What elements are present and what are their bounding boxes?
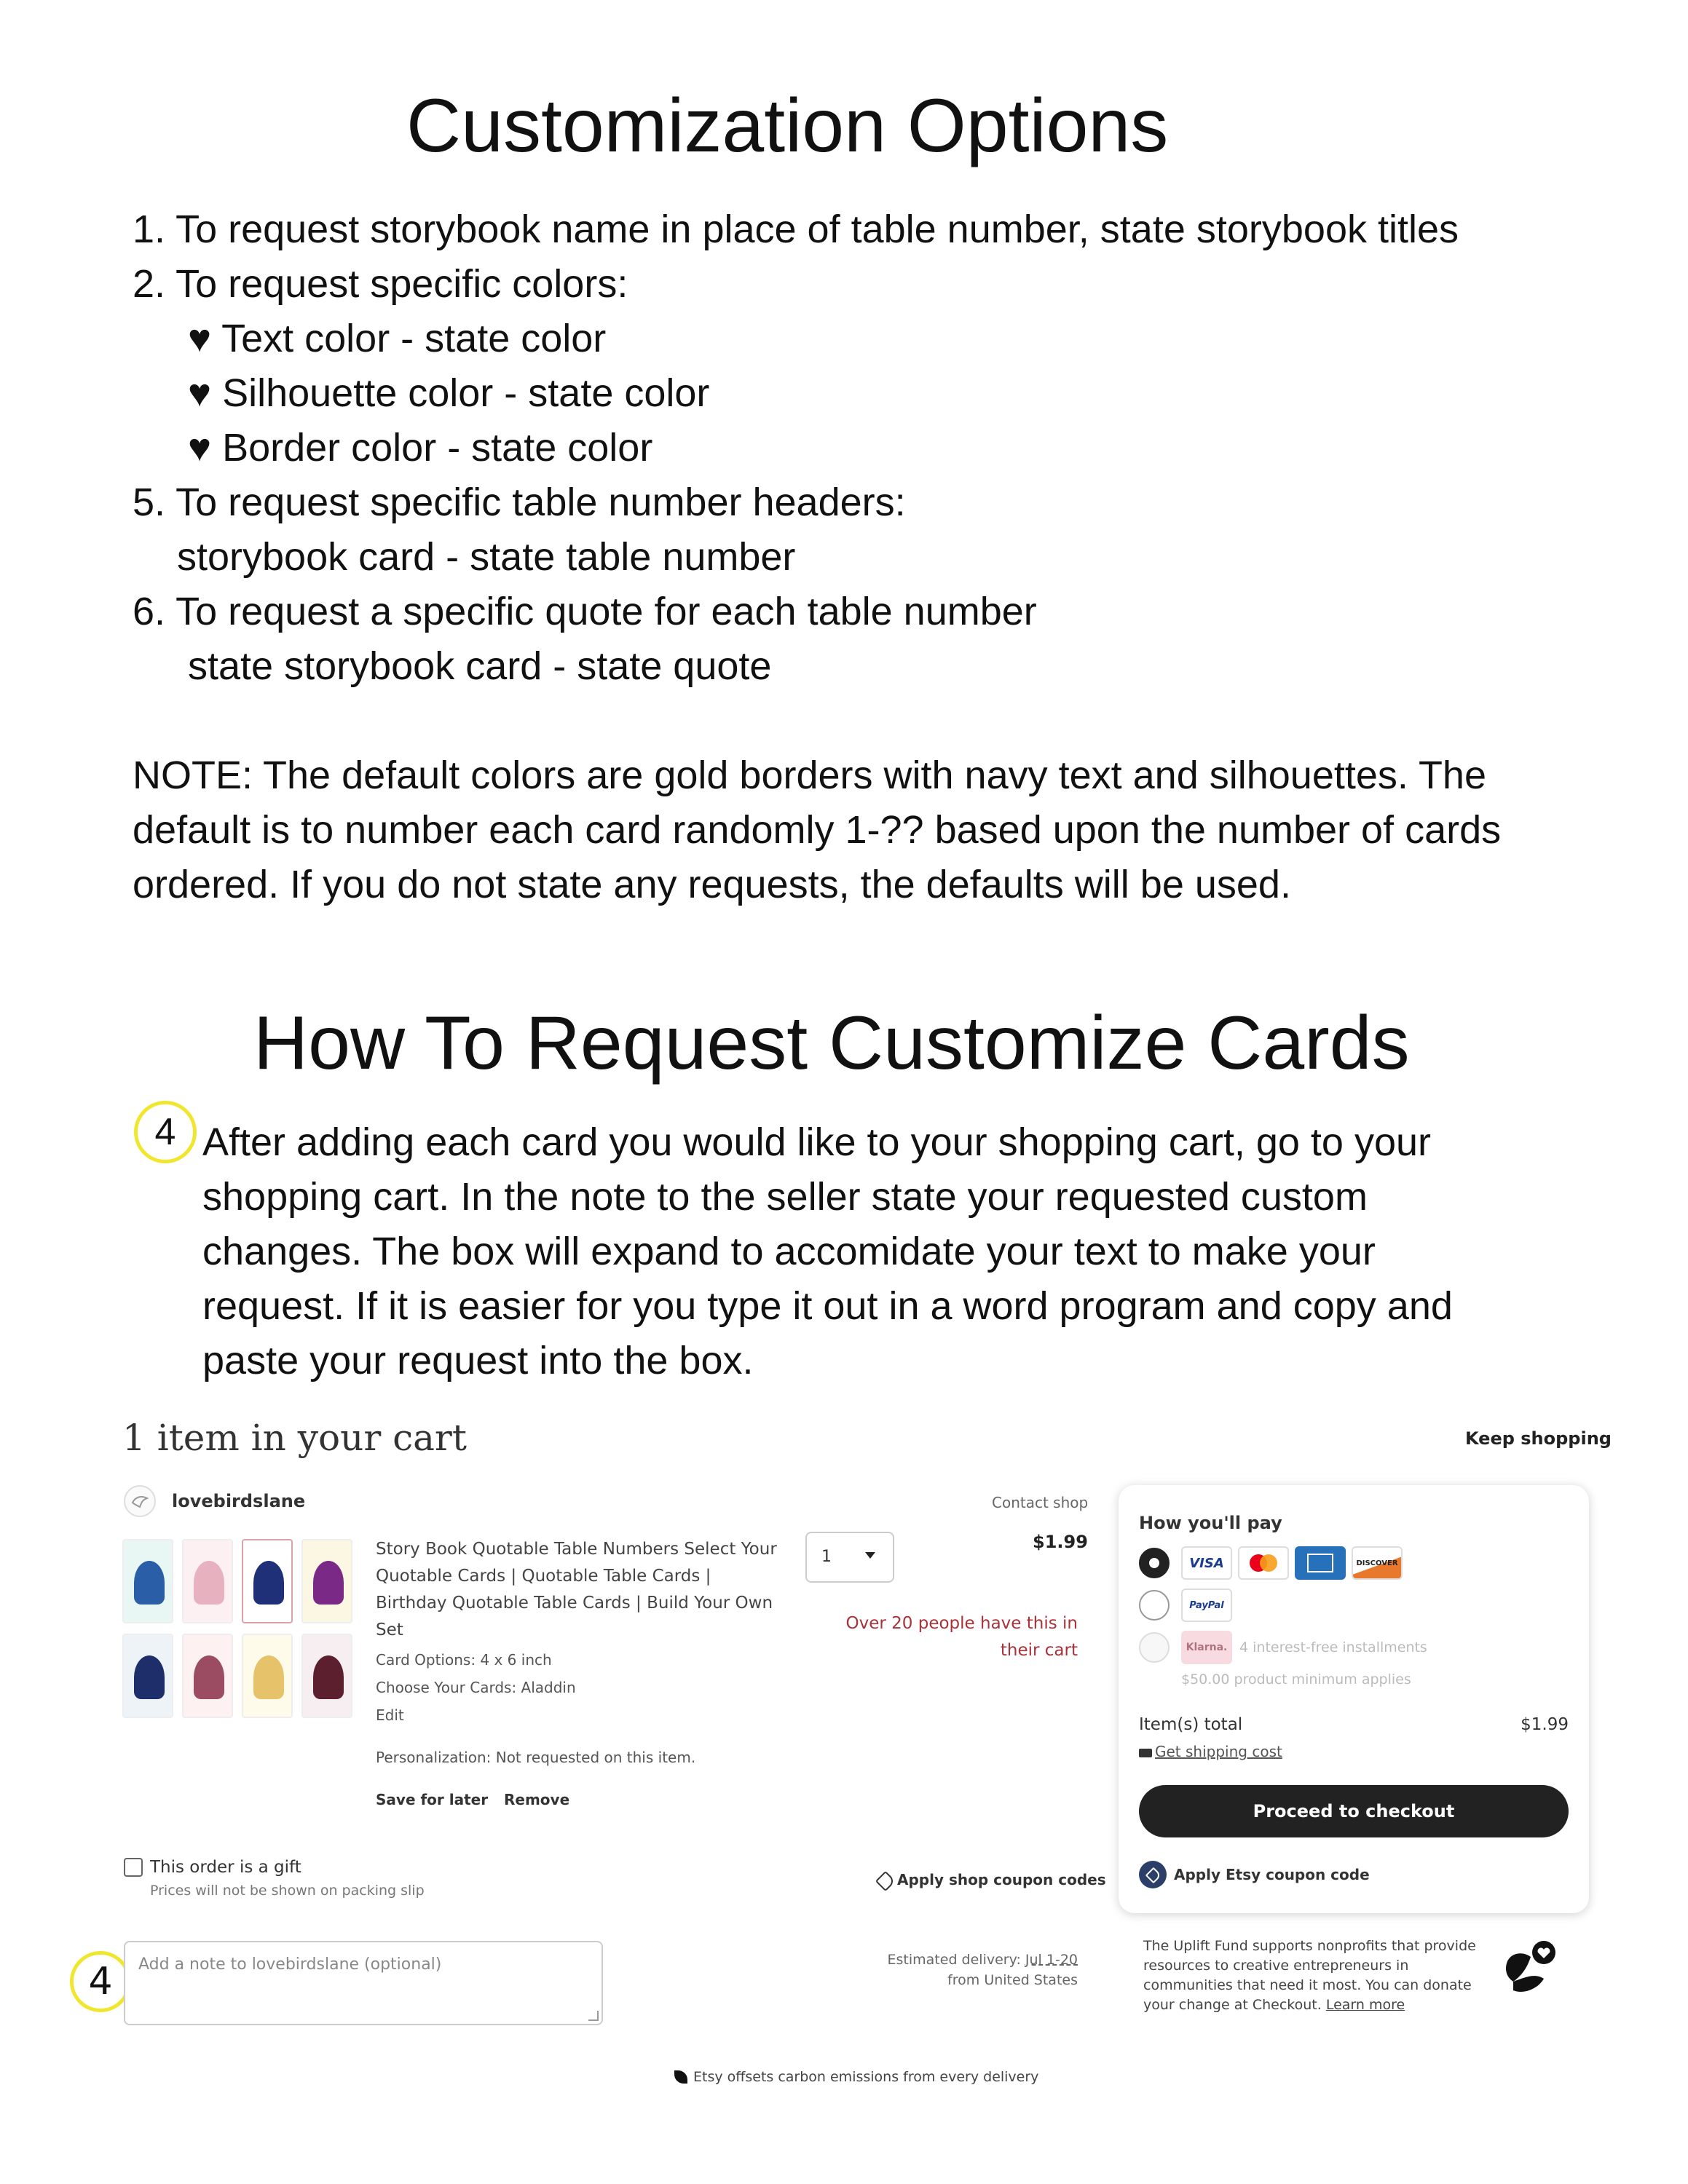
shipping-cost-link[interactable]: [1139, 1743, 1282, 1760]
quantity-select[interactable]: [805, 1532, 894, 1583]
visa-icon: VISA: [1181, 1546, 1232, 1580]
note-line-2: default is to number each card randomly 1-?? based upon the number of cards: [133, 808, 1502, 852]
product-title-line: Quotable Cards | Quotable Table Cards |: [376, 1567, 711, 1586]
option-line-6-detail: state storybook card - state quote: [188, 644, 772, 688]
demand-note-line: their cart: [1000, 1641, 1078, 1660]
uplift-line: communities that need it most. You can donate: [1143, 1977, 1472, 1993]
shop-coupon-link[interactable]: [878, 1871, 1106, 1888]
coupon-tag-icon: [1139, 1861, 1167, 1888]
etsy-coupon-label: Apply Etsy coupon code: [1174, 1866, 1370, 1883]
gift-sub-label: Prices will not be shown on packing slip: [150, 1883, 425, 1899]
note-line-3: ordered. If you do not state any requests, the defaults will be used.: [133, 863, 1291, 906]
mastercard-icon: [1238, 1546, 1289, 1580]
option-line-5-detail: storybook card - state table number: [177, 535, 796, 579]
item-price: $1.99: [1033, 1532, 1088, 1552]
proceed-to-checkout-button[interactable]: Proceed to checkout: [1139, 1785, 1569, 1837]
items-total-label: Item(s) total: [1139, 1715, 1243, 1734]
instruction-line-4: request. If it is easier for you type it out in a word program and copy and: [202, 1284, 1453, 1328]
uplift-line: resources to creative entrepreneurs in: [1143, 1958, 1409, 1974]
uplift-line: your change at Checkout.: [1143, 1997, 1326, 2013]
option-line-2: 2. To request specific colors:: [133, 262, 628, 306]
product-thumbnail[interactable]: [122, 1539, 358, 1725]
instruction-line-2: shopping cart. In the note to the seller state your requested custom: [202, 1175, 1368, 1219]
cart-heading: 1 item in your cart: [122, 1417, 467, 1459]
klarna-icon: Klarna.: [1181, 1631, 1232, 1664]
customization-options-title: Customization Options: [406, 84, 1169, 168]
shop-coupon-label: Apply shop coupon codes: [897, 1871, 1106, 1888]
option-line-silhouette-color: ♥ Silhouette color - state color: [188, 371, 710, 415]
uplift-fund-text: [1143, 1936, 1476, 2015]
demand-note: [845, 1610, 1078, 1664]
instruction-line-1: After adding each card you would like to your shopping cart, go to your: [202, 1120, 1431, 1164]
paypal-payment-radio[interactable]: [1139, 1590, 1170, 1621]
product-title-line: Story Book Quotable Table Numbers Select Your: [376, 1540, 777, 1559]
note-line-1: NOTE: The default colors are gold borders with navy text and silhouettes. The: [133, 753, 1486, 797]
leaf-icon: [674, 2070, 687, 2084]
seller-note-textarea[interactable]: [124, 1941, 603, 2025]
how-to-request-title: How To Request Customize Cards: [253, 1001, 1410, 1085]
card-payment-radio[interactable]: [1139, 1548, 1170, 1578]
estimated-delivery: [801, 1950, 1078, 1990]
payment-title: How you'll pay: [1139, 1513, 1282, 1533]
step-marker: 4: [134, 1101, 197, 1163]
klarna-text: 4 interest-free installments: [1239, 1639, 1427, 1655]
items-total-value: $1.99: [1521, 1715, 1569, 1734]
delivery-from: from United States: [947, 1972, 1078, 1988]
product-title-line: Set: [376, 1621, 403, 1639]
uplift-line: The Uplift Fund supports nonprofits that provide: [1143, 1938, 1476, 1954]
option-line-text-color: ♥ Text color - state color: [188, 317, 607, 360]
klarna-payment-radio[interactable]: [1139, 1632, 1170, 1663]
seller-note-placeholder: Add a note to lovebirdslane (optional): [138, 1955, 442, 1974]
amex-icon: [1295, 1546, 1346, 1580]
personalization-status: Personalization: Not requested on this item.: [376, 1749, 696, 1766]
option-line-5: 5. To request specific table number headers:: [133, 480, 906, 524]
shop-name[interactable]: lovebirdslane: [172, 1491, 306, 1511]
shop-logo-icon[interactable]: [124, 1485, 156, 1517]
option-line-border-color: ♥ Border color - state color: [188, 426, 653, 470]
payment-panel: [1119, 1485, 1589, 1913]
carbon-offset-note: [674, 2069, 1038, 2085]
card-options: Card Options: 4 x 6 inch: [376, 1651, 552, 1669]
gift-checkbox[interactable]: [124, 1858, 143, 1877]
contact-shop-link[interactable]: Contact shop: [992, 1494, 1089, 1511]
delivery-label: Estimated delivery:: [887, 1952, 1025, 1968]
instruction-line-3: changes. The box will expand to accomidate your text to make your: [202, 1230, 1376, 1273]
shipping-cost-label: Get shipping cost: [1155, 1743, 1282, 1760]
chevron-down-icon: [865, 1552, 875, 1559]
keep-shopping-link[interactable]: Keep shopping: [1465, 1428, 1612, 1449]
choose-cards: Choose Your Cards: Aladdin: [376, 1679, 576, 1696]
etsy-coupon-link[interactable]: [1139, 1861, 1370, 1888]
remove-button[interactable]: Remove: [504, 1791, 570, 1808]
klarna-minimum: $50.00 product minimum applies: [1181, 1671, 1411, 1688]
quantity-value: 1: [821, 1548, 832, 1566]
edit-link[interactable]: Edit: [376, 1706, 404, 1724]
demand-note-line: Over 20 people have this in: [845, 1614, 1078, 1633]
product-title[interactable]: [376, 1536, 777, 1644]
note-step-marker: 4: [70, 1951, 131, 2012]
uplift-hand-heart-icon: [1499, 1936, 1561, 1999]
paypal-icon: PayPal: [1181, 1588, 1232, 1622]
carbon-offset-label: Etsy offsets carbon emissions from every delivery: [693, 2069, 1039, 2085]
learn-more-link[interactable]: Learn more: [1325, 1997, 1405, 2013]
delivery-date[interactable]: Jul 1-20: [1025, 1952, 1078, 1968]
option-line-6: 6. To request a specific quote for each table number: [133, 590, 1037, 633]
gift-label[interactable]: This order is a gift: [150, 1858, 301, 1877]
resize-handle-icon[interactable]: [588, 2011, 599, 2021]
option-line-1: 1. To request storybook name in place of table number, state storybook titles: [133, 207, 1459, 251]
save-for-later-button[interactable]: Save for later: [376, 1791, 489, 1808]
product-title-line: Birthday Quotable Table Cards | Build Your Own: [376, 1594, 773, 1613]
tag-icon: [875, 1870, 896, 1891]
instruction-line-5: paste your request into the box.: [202, 1339, 754, 1382]
truck-icon: [1139, 1749, 1152, 1757]
discover-icon: DISCOVER: [1352, 1546, 1403, 1580]
